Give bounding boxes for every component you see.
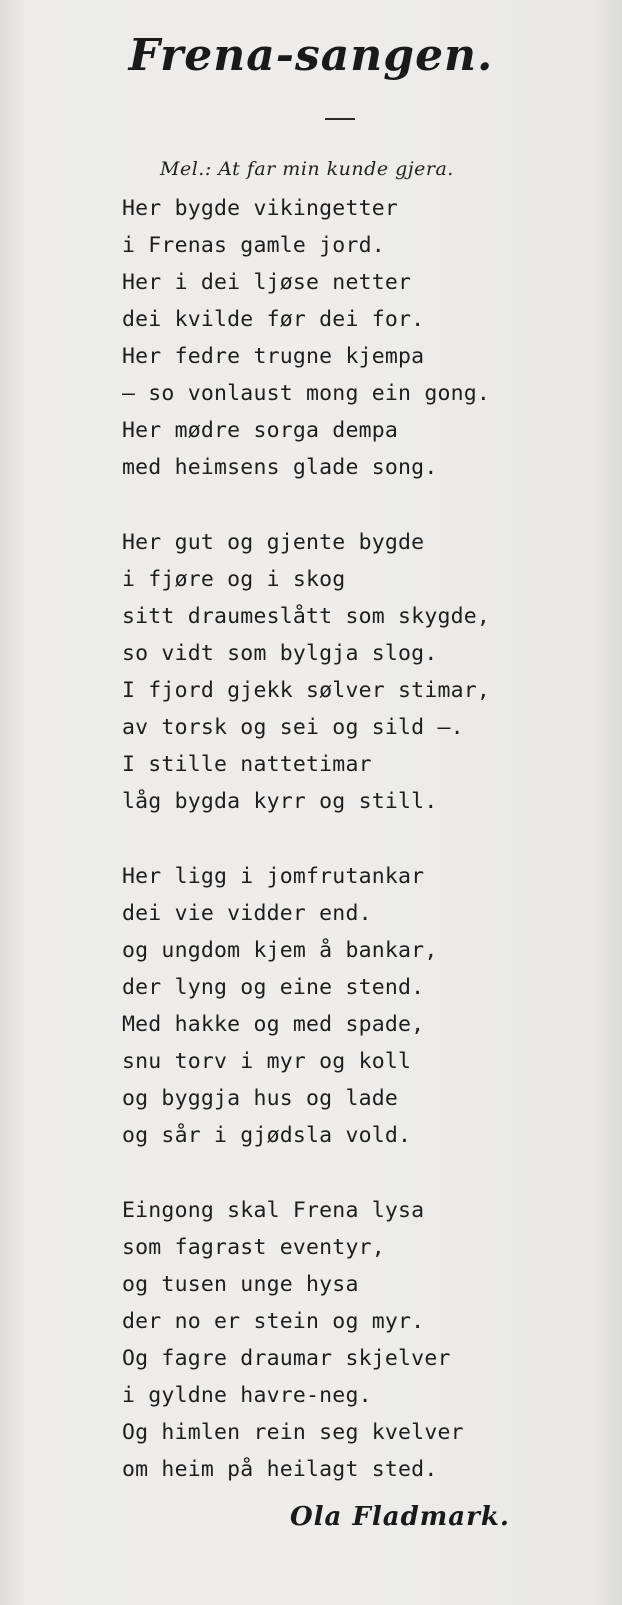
- poem-line: i fjøre og i skog: [122, 567, 346, 592]
- poem-line: der lyng og eine stend.: [122, 975, 425, 1000]
- poem-line: snu torv i myr og koll: [122, 1049, 412, 1074]
- poem-line: Her bygde vikingetter: [122, 196, 399, 221]
- poem-line: dei kvilde før dei for.: [122, 307, 425, 332]
- melody-note: Mel.: At far min kunde gjera.: [160, 158, 454, 180]
- poem-line: I stille nattetimar: [122, 752, 372, 777]
- poem-line: og ungdom kjem å bankar,: [122, 938, 438, 963]
- poem-line: Her mødre sorga dempa: [122, 418, 399, 443]
- song-title: Frena-sangen.: [128, 30, 494, 81]
- stanza-4: [122, 1192, 602, 1488]
- poem-line: og byggja hus og lade: [122, 1086, 399, 1111]
- stanza-2: [122, 524, 602, 820]
- poem-line: Med hakke og med spade,: [122, 1012, 425, 1037]
- poem-line: og sår i gjødsla vold.: [122, 1123, 412, 1148]
- stanza-3: [122, 858, 602, 1154]
- stanza-1: [122, 190, 602, 486]
- poem: [122, 190, 602, 1526]
- poem-line: sitt draumeslått som skygde,: [122, 604, 491, 629]
- poem-line: I fjord gjekk sølver stimar,: [122, 678, 491, 703]
- poem-line: som fagrast eventyr,: [122, 1235, 385, 1260]
- poem-line: Eingong skal Frena lysa: [122, 1198, 425, 1223]
- poem-line: dei vie vidder end.: [122, 901, 372, 926]
- poem-line: Og himlen rein seg kvelver: [122, 1420, 464, 1445]
- poem-line: Her fedre trugne kjempa: [122, 344, 425, 369]
- poem-line: med heimsens glade song.: [122, 455, 438, 480]
- poem-line: Her gut og gjente bygde: [122, 530, 425, 555]
- poem-line: låg bygda kyrr og still.: [122, 789, 438, 814]
- title-divider: [325, 118, 355, 120]
- poem-line: i gyldne havre-neg.: [122, 1383, 372, 1408]
- author-signature: Ola Fladmark.: [290, 1502, 510, 1532]
- poem-line: Her i dei ljøse netter: [122, 270, 412, 295]
- poem-line: — so vonlaust mong ein gong.: [122, 381, 491, 406]
- poem-line: so vidt som bylgja slog.: [122, 641, 438, 666]
- poem-line: og tusen unge hysa: [122, 1272, 359, 1297]
- poem-line: Her ligg i jomfrutankar: [122, 864, 425, 889]
- poem-line: av torsk og sei og sild —.: [122, 715, 464, 740]
- poem-line: om heim på heilagt sted.: [122, 1457, 438, 1482]
- poem-line: Og fagre draumar skjelver: [122, 1346, 451, 1371]
- poem-line: i Frenas gamle jord.: [122, 233, 385, 258]
- poem-line: der no er stein og myr.: [122, 1309, 425, 1334]
